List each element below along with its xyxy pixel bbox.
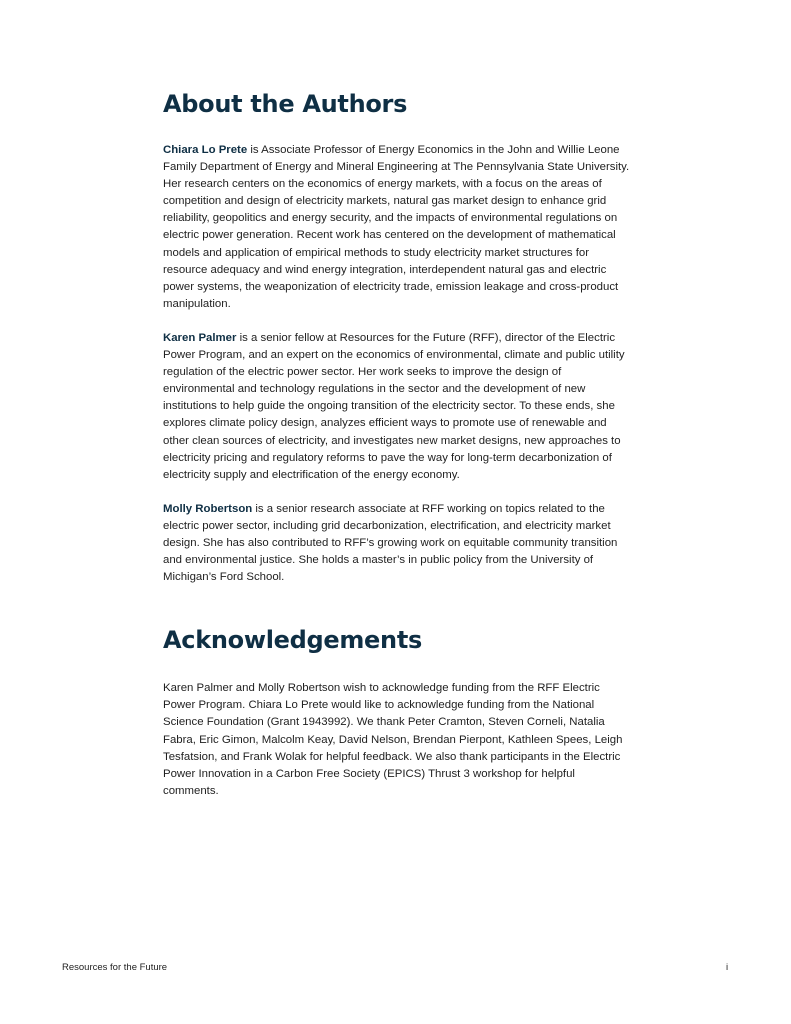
about-authors-section <box>163 88 631 586</box>
acknowledgements-text: Karen Palmer and Molly Robertson wish to acknowledge funding from the RFF Electric Power Program. Chiara Lo Prete would like to acknowledge funding from the National Science Foundation (Grant 1943992). We thank Peter Cramton, Steven Corneli, Natalia Fabra, Eric Gimon, Malcolm Keay, David Nelson, Brendan Pierpont, Kathleen Spees, Leigh Tesfatsion, and Frank Wolak for helpful feedback. We also thank participants in the Electric Power Innovation in a Carbon Free Society (EPICS) Thrust 3 workshop for helpful comments. <box>163 682 623 797</box>
author-bio-robertson <box>163 501 631 586</box>
author-bio-text: is Associate Professor of Energy Economics in the John and Willie Leone Family Department of Energy and Mineral Engineering at The Pennsylvania State University. Her research centers on the economics of energy markets, with a focus on the areas of competition and design of electricity markets, natural gas market design to enhance grid reliability, geopolitics and energy security, and the impacts of environmental regulations on electric power generation. Recent work has centered on the development of mathematical models and application of empirical methods to study electricity market structures for resource adequacy and wind energy integration, interdependent natural gas and electric power systems, the weaponization of electricity trade, emission leakage and cross-product manipulation. <box>163 144 630 310</box>
acknowledgements-section <box>163 624 631 800</box>
author-bio-palmer <box>163 330 631 484</box>
author-bio-text: is a senior research associate at RFF working on topics related to the electric power sector, including grid decarbonization, electrification, and electricity market design. She has also contributed to RFF’s growing work on equitable community transition and environmental justice. She holds a master’s in public policy from the University of Michigan’s Ford School. <box>163 502 618 584</box>
about-authors-heading: About the Authors <box>163 90 408 118</box>
author-name: Chiara Lo Prete <box>163 144 248 156</box>
footer-publisher: Resources for the Future <box>62 962 168 973</box>
page-content <box>163 88 631 817</box>
author-bio-lo-prete <box>163 142 631 313</box>
author-bio-text: is a senior fellow at Resources for the Future (RFF), director of the Electric Power Program, and an expert on the economics of environmental, climate and public utility regulation of the electric power sector. Her work seeks to improve the design of environmental and technology regulations in the sector and the development of new institutions to help guide the ongoing transition of the electricity sector. To these ends, she explores climate policy design, analyzes efficient ways to promote use of renewable and other clean sources of electricity, and investigates new market designs, new approaches to electricity pricing and regulatory reforms to pave the way for long-term decarbonization of electricity supply and electrification of the energy economy. <box>163 331 625 481</box>
author-name: Karen Palmer <box>163 331 237 344</box>
footer-page-number: i <box>726 962 729 973</box>
author-name: Molly Robertson <box>163 502 253 515</box>
acknowledgements-heading: Acknowledgements <box>163 626 422 655</box>
